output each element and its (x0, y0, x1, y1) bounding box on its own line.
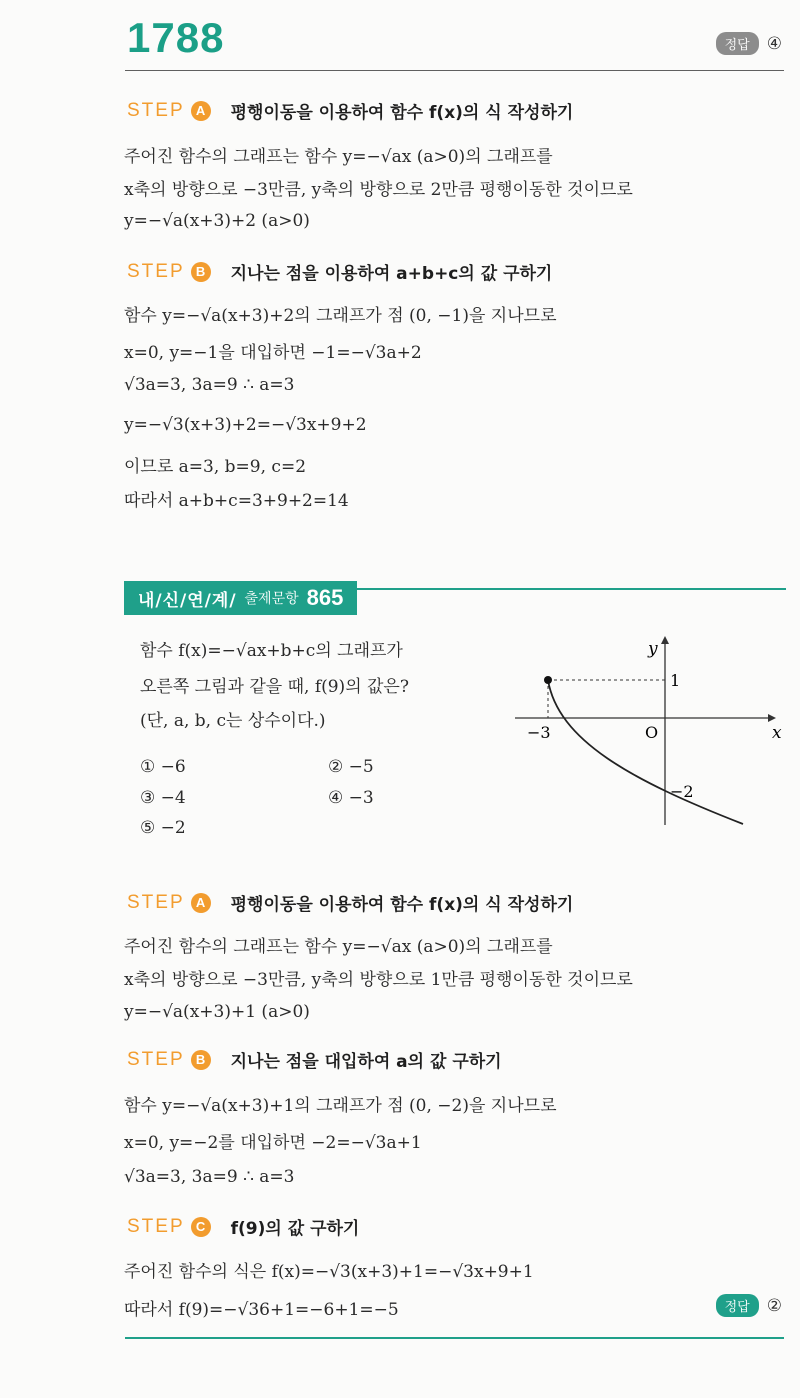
sol2-step-c-header (127, 1214, 359, 1239)
sol1-a-line-3: y=−√a(x+3)+2 (a>0) (124, 211, 310, 231)
related-problem-header (124, 581, 357, 615)
bottom-divider (125, 1337, 784, 1339)
box-number: 865 (306, 585, 344, 610)
box-sub: 출제문항 (244, 591, 299, 607)
step-letter-c: C (191, 1217, 211, 1237)
sol2-a-line-1: 주어진 함수의 그래프는 함수 y=−√ax (a>0)의 그래프를 (124, 937, 553, 957)
step-word: STEP (127, 99, 185, 121)
sol2-step-a-header (127, 890, 573, 915)
step-title: 평행이동을 이용하여 함수 f(x)의 식 작성하기 (230, 103, 574, 123)
sol2-c-line-2: 따라서 f(9)=−√36+1=−6+1=−5 (124, 1300, 399, 1320)
step-title: 지나는 점을 이용하여 a+b+c의 값 구하기 (230, 264, 553, 284)
step-word: STEP (127, 1215, 185, 1237)
label-neg2: −2 (670, 782, 694, 801)
problem-number: 1788 (127, 14, 225, 61)
sol2-c-line-1: 주어진 함수의 식은 f(x)=−√3(x+3)+1=−√3x+9+1 (124, 1262, 534, 1282)
step-word: STEP (127, 1048, 185, 1070)
endpoint-dot (544, 676, 552, 684)
step-letter-b: B (191, 262, 211, 282)
sol2-a-line-3: y=−√a(x+3)+1 (a>0) (124, 1002, 310, 1022)
step-word: STEP (127, 891, 185, 913)
sol1-step-b-header (127, 259, 552, 284)
sol1-b-line-1: 함수 y=−√a(x+3)+2의 그래프가 점 (0, −1)을 지나므로 (124, 306, 557, 326)
sol1-step-a-header (127, 98, 573, 123)
box-label: 내/신/연/계/ (138, 590, 237, 611)
sol1-b-line-5: 이므로 a=3, b=9, c=2 (124, 457, 307, 477)
choice-5: ⑤ −2 (140, 818, 186, 838)
sol1-b-line-4: y=−√3(x+3)+2=−√3x+9+2 (124, 415, 367, 435)
step-title: 지나는 점을 대입하여 a의 값 구하기 (230, 1052, 502, 1072)
origin-label: O (645, 723, 659, 742)
sol2-step-b-header (127, 1047, 502, 1072)
answer-bottom (716, 1294, 782, 1317)
answer-badge: 정답 (716, 32, 759, 55)
sol1-b-line-3: √3a=3, 3a=9 ∴ a=3 (124, 375, 295, 395)
answer-top (716, 32, 782, 55)
step-letter-b: B (191, 1050, 211, 1070)
sol2-b-line-1: 함수 y=−√a(x+3)+1의 그래프가 점 (0, −2)을 지나므로 (124, 1096, 557, 1116)
step-title: 평행이동을 이용하여 함수 f(x)의 식 작성하기 (230, 895, 574, 915)
sol2-b-line-2: x=0, y=−2를 대입하면 −2=−√3a+1 (124, 1133, 422, 1153)
choice-3: ③ −4 (140, 788, 186, 808)
step-letter-a: A (191, 101, 211, 121)
step-title: f(9)의 값 구하기 (230, 1219, 360, 1239)
step-letter-a: A (191, 893, 211, 913)
top-divider (125, 70, 784, 71)
label-1: 1 (670, 671, 681, 690)
choice-4: ④ −3 (328, 788, 374, 808)
step-word: STEP (127, 260, 185, 282)
sol1-a-line-1: 주어진 함수의 그래프는 함수 y=−√ax (a>0)의 그래프를 (124, 147, 553, 167)
sol1-a-line-2: x축의 방향으로 −3만큼, y축의 방향으로 2만큼 평행이동한 것이므로 (124, 180, 633, 200)
answer-value: ④ (766, 33, 782, 54)
sol1-b-line-2: x=0, y=−1을 대입하면 −1=−√3a+2 (124, 343, 422, 363)
x-axis-label: x (772, 723, 782, 743)
answer-value: ② (766, 1295, 782, 1316)
answer-badge: 정답 (716, 1294, 759, 1317)
label-neg3: −3 (527, 723, 551, 742)
problem-line-1: 함수 f(x)=−√ax+b+c의 그래프가 (140, 641, 403, 661)
problem-line-2: 오른쪽 그림과 같을 때, f(9)의 값은? (140, 677, 409, 697)
sol1-b-line-6: 따라서 a+b+c=3+9+2=14 (124, 491, 349, 511)
y-axis-arrow (661, 636, 669, 644)
function-graph (510, 630, 780, 840)
x-axis-arrow (768, 714, 776, 722)
choice-1: ① −6 (140, 757, 186, 777)
sol2-b-line-3: √3a=3, 3a=9 ∴ a=3 (124, 1167, 295, 1187)
y-axis-label: y (648, 639, 658, 659)
sol2-a-line-2: x축의 방향으로 −3만큼, y축의 방향으로 1만큼 평행이동한 것이므로 (124, 970, 633, 990)
choice-2: ② −5 (328, 757, 374, 777)
function-curve (548, 680, 743, 824)
problem-line-3: (단, a, b, c는 상수이다.) (140, 711, 326, 731)
